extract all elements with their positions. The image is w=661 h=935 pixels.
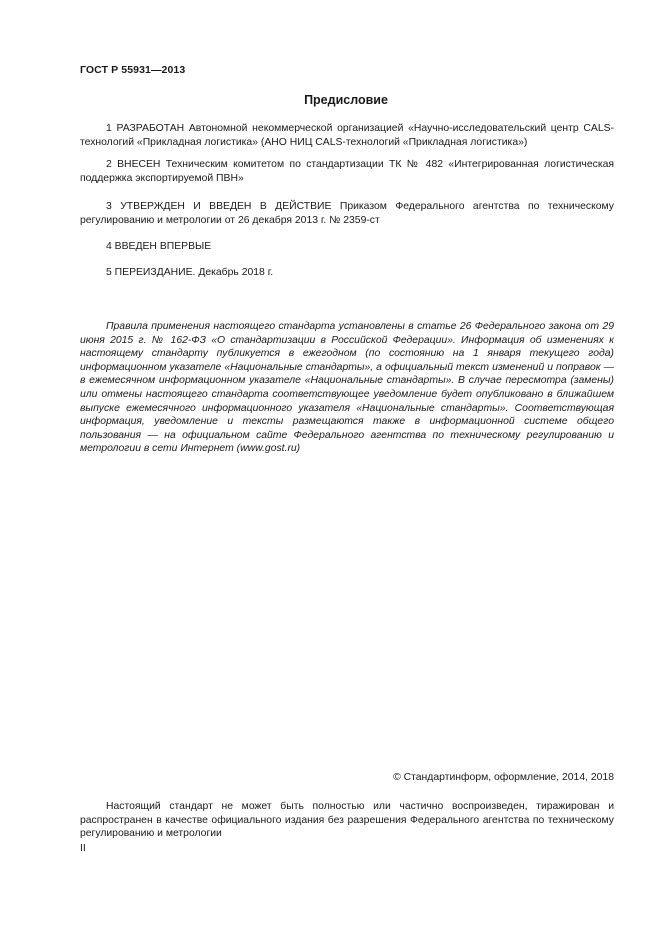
- foreword-item-developed: 1 РАЗРАБОТАН Автономной некоммерческой организацией «Научно-исследовательский центр CALS-технологий «Прикладная логистика» (АНО НИЦ CALS-технологий «Прикладная логистика»): [80, 123, 614, 148]
- reproduction-notice: Настоящий стандарт не может быть полностью или частично воспроизведен, тиражирован и распространен в качестве официального издания без разрешения Федерального агентства по техническому регулированию и метрологии: [80, 801, 614, 839]
- copyright-line: © Стандартинформ, оформление, 2014, 2018: [393, 772, 614, 783]
- page-number: II: [80, 843, 86, 854]
- standard-code: ГОСТ Р 55931—2013: [80, 64, 186, 76]
- foreword-item-reissue: 5 ПЕРЕИЗДАНИЕ. Декабрь 2018 г.: [106, 267, 274, 278]
- foreword-item-first: 4 ВВЕДЕН ВПЕРВЫЕ: [106, 241, 212, 252]
- page-title: Предисловие: [304, 93, 388, 107]
- foreword-item-approved: 3 УТВЕРЖДЕН И ВВЕДЕН В ДЕЙСТВИЕ Приказом Федерального агентства по техническому регулированию и метрологии от 26 декабря 2013 г. № 2359-ст: [80, 201, 614, 226]
- foreword-item-introduced: 2 ВНЕСЕН Техническим комитетом по стандартизации ТК № 482 «Интегрированная логистическая поддержка экспортируемой ПВН»: [80, 159, 614, 184]
- application-rules-notice: Правила применения настоящего стандарта установлены в статье 26 Федерального закона от 29 июня 2015 г. № 162-ФЗ «О стандартизации в Российской Федерации». Информация об изменениях к настоящему стандарту публикуется в ежегодном (по состоянию на 1 января текущего года) информационном указателе «Национальные стандарты», а официальный текст изменений и поправок — в ежемесячном информационном указателе «Национальные стандарты». В случае пересмотра (замены) или отмены настоящего стандарта соответствующее уведомление будет опубликовано в ближайшем выпуске ежемесячного информационного указателя «Национальные стандарты». Соответствующая информация, уведомление и тексты размещаются также в информационной системе общего пользования — на официальном сайте Федерального агентства по техническому регулированию и метрологии в сети Интернет (www.gost.ru): [80, 321, 614, 455]
